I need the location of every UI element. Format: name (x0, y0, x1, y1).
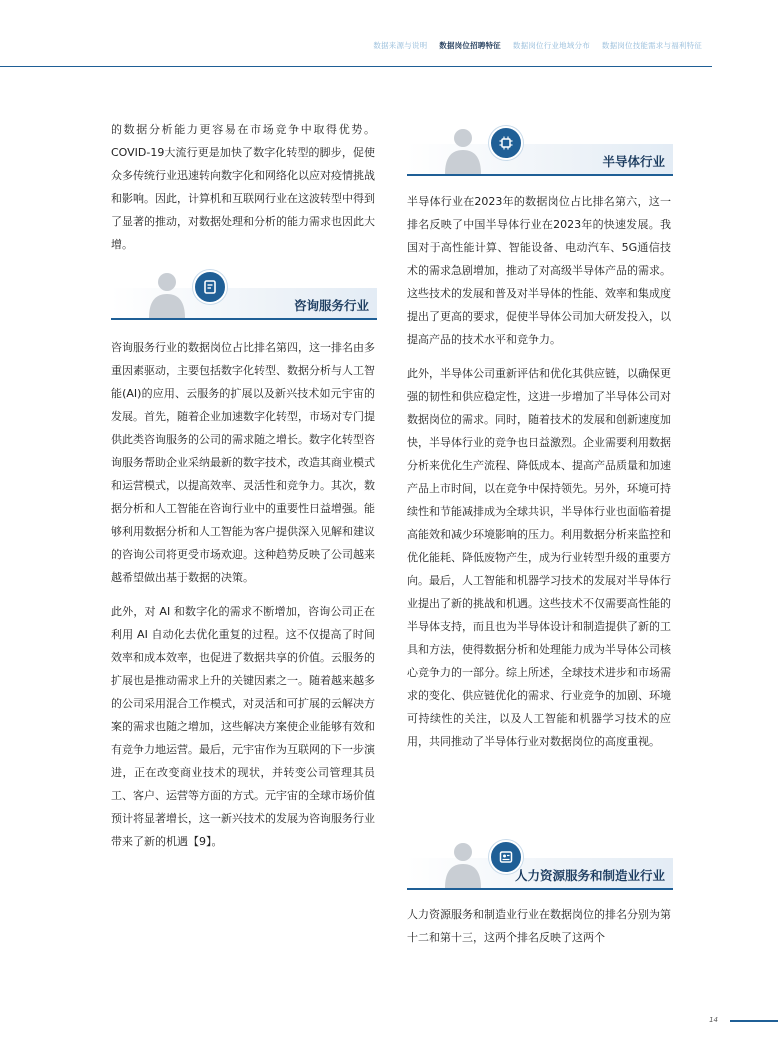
top-nav (367, 40, 708, 51)
right-column-semiconductor (407, 190, 671, 764)
paragraph: 人力资源服务和制造业行业在数据岗位的排名分别为第十二和第十三，这两个排名反映了这两个 (407, 908, 671, 944)
person-silhouette-icon (441, 838, 485, 888)
paragraph: 此外，半导体公司重新评估和优化其供应链，以确保更强的韧性和供应稳定性，这进一步增加了半导体公司对数据岗位的需求。同时，随着技术的发展和创新速度加快，半导体行业的竞争也日益激烈。企业需要利用数据分析来优化生产流程、降低成本、提高产品质量和加速产品上市时间，以在竞争中保持领先。另外，环境可持续性和节能减排成为全球共识，半导体行业也面临着提高能效和减少环境影响的压力。利用数据分析来监控和优化能耗、降低废物产生，成为行业转型升级的重要方向。最后，人工智能和机器学习技术的发展对半导体行业提出了新的挑战和机遇。这些技术不仅需要高性能的半导体支持，而且也为半导体设计和制造提供了新的工具和方法，使得数据分析和处理能力成为半导体公司核心竞争力的一部分。综上所述，全球技术进步和市场需求的变化、供应链优化的需求、行业竞争的加剧、环境可持续性的关注，以及人工智能和机器学习技术的应用，共同推动了半导体行业对数据岗位的高度重视。 (407, 367, 671, 748)
person-silhouette-icon (441, 124, 485, 174)
left-column-intro (111, 118, 375, 267)
page-number: 14 (709, 1016, 718, 1024)
section-title: 人力资源服务和制造业行业 (514, 868, 665, 883)
nav-item-data-source[interactable]: 数据来源与说明 (373, 41, 428, 50)
chip-icon (489, 126, 523, 160)
left-column-consulting (111, 336, 375, 864)
document-chat-icon (193, 270, 227, 304)
paragraph: 咨询服务行业的数据岗位占比排名第四，这一排名由多重因素驱动，主要包括数字化转型、数据分析与人工智能(AI)的应用、云服务的扩展以及新兴技术如元宇宙的发展。首先，随着企业加速数字化转型，市场对专门提供此类咨询服务的公司的需求随之增长。数字化转型咨询服务帮助企业采纳最新的数字技术，改造其商业模式和运营模式，以提高效率、灵活性和竞争力。其次，数据分析和人工智能在咨询行业中的重要性日益增强。能够利用数据分析和人工智能为客户提供深入见解和建议的咨询公司将更受市场欢迎。这种趋势反映了公司越来越希望做出基于数据的决策。 (111, 341, 375, 584)
paragraph: 的数据分析能力更容易在市场竞争中取得优势。COVID-19大流行更是加快了数字化转型的脚步，促使众多传统行业迅速转向数字化和网络化以应对疫情挑战和影响。因此，计算机和互联网行业在这波转型中得到了显著的推动，对数据处理和分析的能力需求也因此大增。 (111, 123, 375, 251)
paragraph: 半导体行业在2023年的数据岗位占比排名第六，这一排名反映了中国半导体行业在2023年的快速发展。我国对于高性能计算、智能设备、电动汽车、5G通信技术的需求急剧增加，推动了对高级半导体产品的需求。这些技术的发展和普及对半导体的性能、效率和集成度提出了更高的要求，促使半导体公司加大研发投入，以提高产品的技术水平和竞争力。 (407, 195, 671, 346)
footer-accent-line (730, 1020, 778, 1022)
right-column-hr (407, 903, 671, 960)
paragraph: 此外，对 AI 和数字化的需求不断增加，咨询公司正在利用 AI 自动化去优化重复的过程。这不仅提高了时间效率和成本效率，也促进了数据共享的价值。云服务的扩展也是推动需求上升的关键因素之一。随着越来越多的公司采用混合工作模式，对灵活和可扩展的云解决方案的需求也随之增加，这些解决方案使企业能够有效和有竞争力地运营。最后，元宇宙作为互联网的下一步演进，正在改变商业技术的现状，并转变公司管理其员工、客户、运营等方面的方式。元宇宙的全球市场价值预计将显著增长，这一新兴技术的发展为咨询服务行业带来了新的机遇【9】。 (111, 605, 375, 848)
section-header-consulting (111, 278, 377, 320)
nav-item-industry-region[interactable]: 数据岗位行业地域分布 (512, 41, 590, 50)
nav-item-recruitment[interactable]: 数据岗位招聘特征 (439, 41, 501, 50)
section-header-hr-manufacturing (407, 848, 673, 890)
section-header-semiconductor (407, 134, 673, 176)
person-silhouette-icon (145, 268, 189, 318)
section-title: 半导体行业 (602, 154, 665, 169)
section-title: 咨询服务行业 (293, 298, 369, 313)
nav-item-skills-benefits[interactable]: 数据岗位技能需求与福利特征 (601, 41, 702, 50)
header-divider (0, 66, 712, 67)
